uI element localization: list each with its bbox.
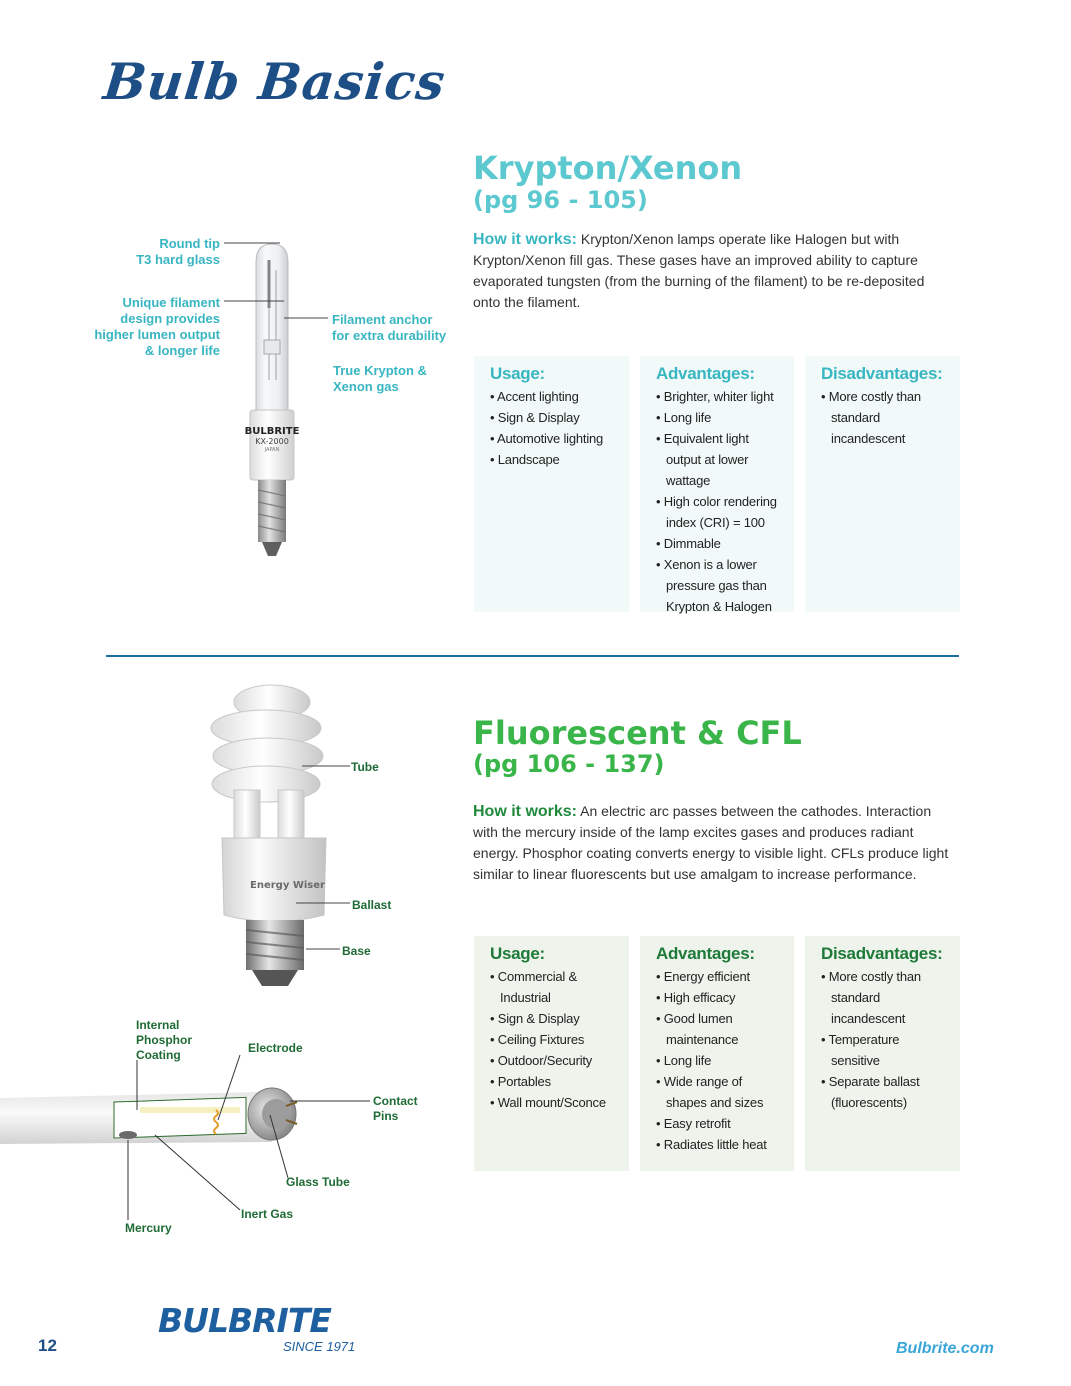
- list-item: • Ceiling Fixtures: [490, 1029, 619, 1050]
- label-contact-pins: Contact Pins: [373, 1094, 418, 1123]
- krypton-advantages-list: [656, 386, 784, 617]
- fluorescent-usage-box: [474, 936, 629, 1171]
- page-title: Bulb Basics: [100, 52, 449, 111]
- krypton-leader-lines: [220, 230, 340, 390]
- list-item: • Outdoor/Security: [490, 1050, 619, 1071]
- fluorescent-how-it-works: [473, 801, 955, 885]
- krypton-usage-list: [490, 386, 619, 470]
- fluorescent-title: Fluorescent & CFL: [473, 714, 802, 752]
- logo-tagline: SINCE 1971: [283, 1339, 356, 1354]
- list-item: • Dimmable: [656, 533, 784, 554]
- list-item: • Wall mount/Sconce: [490, 1092, 619, 1113]
- krypton-usage-heading: Usage:: [490, 364, 545, 383]
- list-item: • Automotive lighting: [490, 428, 619, 449]
- list-item: • Sign & Display: [490, 1008, 619, 1029]
- krypton-usage-box: [474, 356, 629, 612]
- list-item: • Equivalent light output at lower wattage: [656, 428, 784, 491]
- logo-wordmark: BULBRITE: [158, 1301, 331, 1340]
- bulb-brand-text: BULBRITE: [244, 426, 300, 437]
- list-item: • Wide range of shapes and sizes: [656, 1071, 784, 1113]
- label-inert-gas: Inert Gas: [241, 1207, 294, 1221]
- fluorescent-disadvantages-list: [821, 966, 950, 1113]
- label-glass-tube: Glass Tube: [286, 1175, 350, 1189]
- label-filament-anchor: Filament anchor for extra durability: [332, 312, 447, 343]
- krypton-advantages-heading: Advantages:: [656, 364, 755, 383]
- label-internal-phosphor: Internal Phosphor Coating: [136, 1018, 192, 1062]
- tube-leader-lines: [120, 1040, 380, 1225]
- cfl-brand-text: Energy Wiser: [250, 880, 325, 891]
- list-item: • Good lumen maintenance: [656, 1008, 784, 1050]
- bulbrite-logo: [158, 1301, 356, 1354]
- krypton-how-text: Krypton/Xenon lamps operate like Halogen but with Krypton/Xenon fill gas. These gases have an improved ability to capture evaporated tungsten (from the burning of the filament) to be re-deposited onto the filament.: [473, 231, 925, 310]
- list-item: • Portables: [490, 1071, 619, 1092]
- label-true-krypton: True Krypton & Xenon gas: [333, 363, 427, 394]
- fluorescent-disadvantages-heading: Disadvantages:: [821, 944, 943, 963]
- krypton-title: Krypton/Xenon: [473, 149, 743, 187]
- fluorescent-advantages-heading: Advantages:: [656, 944, 755, 963]
- krypton-how-it-works: [473, 229, 955, 313]
- fluorescent-how-label: How it works:: [473, 803, 578, 820]
- label-electrode: Electrode: [248, 1041, 303, 1055]
- section-divider: [106, 655, 959, 657]
- fluorescent-how-text: An electric arc passes between the cathodes. Interaction with the mercury inside of the lamp excites gases and produces radiant energy. Phosphor coating converts energy to visible light. CFLs produce light similar to linear fluorescents but use amalgam to increase performance.: [473, 803, 949, 882]
- list-item: • Brighter, whiter light: [656, 386, 784, 407]
- fluorescent-usage-list: [490, 966, 619, 1113]
- list-item: • Long life: [656, 1050, 784, 1071]
- cfl-leader-lines: [290, 760, 360, 960]
- label-tube: Tube: [351, 760, 379, 774]
- fluorescent-advantages-box: [640, 936, 794, 1171]
- fluorescent-pages: (pg 106 - 137): [473, 750, 665, 778]
- list-item: • Separate ballast (fluorescents): [821, 1071, 950, 1113]
- fluorescent-advantages-list: [656, 966, 784, 1155]
- website-link[interactable]: Bulbrite.com: [896, 1340, 994, 1357]
- fluorescent-disadvantages-box: [805, 936, 960, 1171]
- label-ballast: Ballast: [352, 898, 392, 912]
- krypton-advantages-box: [640, 356, 794, 612]
- bulb-origin-text: JAPAN: [264, 447, 280, 453]
- label-base: Base: [342, 944, 371, 958]
- list-item: • Sign & Display: [490, 407, 619, 428]
- list-item: • Energy efficient: [656, 966, 784, 987]
- list-item: • High color rendering index (CRI) = 100: [656, 491, 784, 533]
- list-item: • Xenon is a lower pressure gas than Krypton & Halogen: [656, 554, 784, 617]
- krypton-disadvantages-box: [805, 356, 960, 612]
- list-item: • Accent lighting: [490, 386, 619, 407]
- krypton-disadvantages-list: [821, 386, 950, 449]
- list-item: • Commercial & Industrial: [490, 966, 619, 1008]
- list-item: • High efficacy: [656, 987, 784, 1008]
- list-item: • Long life: [656, 407, 784, 428]
- list-item: • More costly than standard incandescent: [821, 966, 950, 1029]
- list-item: • Radiates little heat: [656, 1134, 784, 1155]
- page-number: 12: [38, 1336, 57, 1355]
- label-unique-filament: Unique filament design provides higher lumen output & longer life: [94, 295, 220, 358]
- fluorescent-usage-heading: Usage:: [490, 944, 545, 963]
- label-mercury: Mercury: [125, 1221, 172, 1235]
- label-round-tip: Round tip T3 hard glass: [136, 236, 220, 267]
- krypton-pages: (pg 96 - 105): [473, 186, 648, 214]
- krypton-how-label: How it works:: [473, 231, 578, 248]
- list-item: • More costly than standard incandescent: [821, 386, 950, 449]
- list-item: • Temperature sensitive: [821, 1029, 950, 1071]
- list-item: • Easy retrofit: [656, 1113, 784, 1134]
- krypton-disadvantages-heading: Disadvantages:: [821, 364, 943, 383]
- bulb-model-text: KX-2000: [255, 437, 289, 446]
- list-item: • Landscape: [490, 449, 619, 470]
